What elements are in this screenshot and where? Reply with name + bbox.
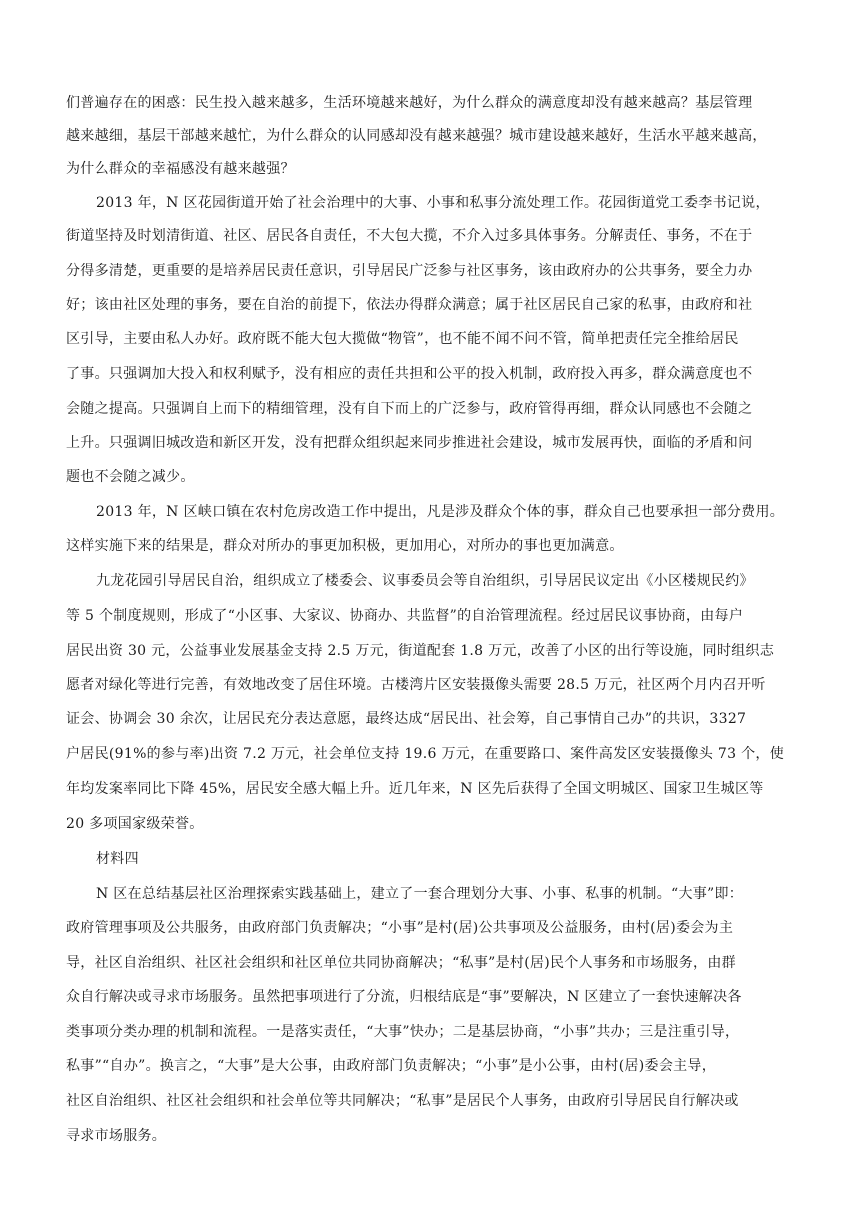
section-heading: 材料四: [96, 851, 139, 867]
text-line: 2013 年，N 区花园街道开始了社会治理中的大事、小事和私事分流处理工作。花园街道党工委李书记说，: [96, 195, 770, 211]
text-line: 社区自治组织、社区社会组织和社会单位等共同解决；“私事”是居民个人事务，由政府引导居民自行解决或: [66, 1093, 739, 1109]
text-line: 众自行解决或寻求市场服务。虽然把事项进行了分流，归根结底是“事”要解决，N 区建立了一套快速解决各: [66, 989, 742, 1005]
text-line: 寻求市场服务。: [66, 1128, 167, 1144]
text-line: 年均发案率同比下降 45%，居民安全感大幅上升。近几年来，N 区先后获得了全国文明城区、国家卫生城区等: [66, 781, 764, 797]
text-line: 街道坚持及时划清街道、社区、居民各自责任，不大包大揽，不介入过多具体事务。分解责任、事务，不在于: [66, 228, 753, 244]
text-line: 等 5 个制度规则，形成了“小区事、大家议、协商办、共监督”的自治管理流程。经过居民议事协商，由每户: [66, 608, 744, 624]
text-line: 九龙花园引导居民自治，组织成立了楼委会、议事委员会等自治组织，引导居民议定出《小区楼规民约》: [96, 573, 754, 589]
text-line: 愿者对绿化等进行完善，有效地改变了居住环境。古楼湾片区安装摄像头需要 28.5 万元，社区两个月内召开听: [66, 677, 766, 693]
text-line: 越来越细，基层干部越来越忙，为什么群众的认同感却没有越来越强？城市建设越来越好，生活水平越来越高，: [66, 128, 767, 144]
text-line: 证会、协调会 30 余次，让居民充分表达意愿，最终达成“居民出、社会筹，自己事情自己办”的共识，3327: [66, 711, 747, 727]
text-line: 私事”“自办”。换言之，“大事”是大公事，由政府部门负责解决；“小事”是小公事，由村(居)委会主导，: [66, 1058, 717, 1074]
text-line: N 区在总结基层社区治理探索实践基础上，建立了一套合理划分大事、小事、私事的机制。“大事”即：: [96, 886, 744, 902]
text-line: 会随之提高。只强调自上而下的精细管理，没有自下而上的广泛参与，政府管得再细，群众认同感也不会随之: [66, 401, 753, 417]
text-line: 上升。只强调旧城改造和新区开发，没有把群众组织起来同步推进社会建设，城市发展再快，面临的矛盾和问: [66, 435, 753, 451]
text-line: 2013 年，N 区峡口镇在农村危房改造工作中提出，凡是涉及群众个体的事，群众自己也要承担一部分费用。: [96, 504, 785, 520]
text-line: 了事。只强调加大投入和权利赋予，没有相应的责任共担和公平的投入机制，政府投入再多，群众满意度也不: [66, 366, 753, 382]
text-line: 这样实施下来的结果是，群众对所办的事更加积极，更加用心，对所办的事也更加满意。: [66, 538, 624, 554]
text-line: 题也不会随之减少。: [66, 469, 195, 485]
text-line: 区引导，主要由私人办好。政府既不能大包大揽做“物管”，也不能不闻不问不管，简单把责任完全推给居民: [66, 331, 739, 347]
text-line: 居民出资 30 元，公益事业发展基金支持 2.5 万元，街道配套 1.8 万元，改善了小区的出行等设施，同时组织志: [66, 643, 775, 659]
text-line: 户居民(91%的参与率)出资 7.2 万元，社会单位支持 19.6 万元，在重要路口、案件高发区安装摄像头 73 个，使: [66, 746, 784, 762]
text-line: 政府管理事项及公共服务，由政府部门负责解决；“小事”是村(居)公共事项及公益服务，由村(居)委会为主: [66, 920, 734, 936]
text-line: 导，社区自治组织、社区社会组织和社区单位共同协商解决；“私事”是村(居)民个人事务和市场服务，由群: [66, 955, 736, 971]
text-line: 为什么群众的幸福感没有越来越强？: [66, 161, 295, 177]
text-line: 分得多清楚，更重要的是培养居民责任意识，引导居民广泛参与社区事务，该由政府办的公共事务，要全力办: [66, 263, 753, 279]
text-line: 们普遍存在的困惑：民生投入越来越多，生活环境越来越好，为什么群众的满意度却没有越来越高？基层管理: [66, 95, 753, 111]
text-line: 类事项分类办理的机制和流程。一是落实责任，“大事”快办；二是基层协商，“小事”共办；三是注重引导，: [66, 1024, 740, 1040]
text-line: 好；该由社区处理的事务，要在自治的前提下，依法办得群众满意；属于社区居民自己家的私事，由政府和社: [66, 297, 753, 313]
text-line: 20 多项国家级荣誉。: [66, 816, 204, 832]
